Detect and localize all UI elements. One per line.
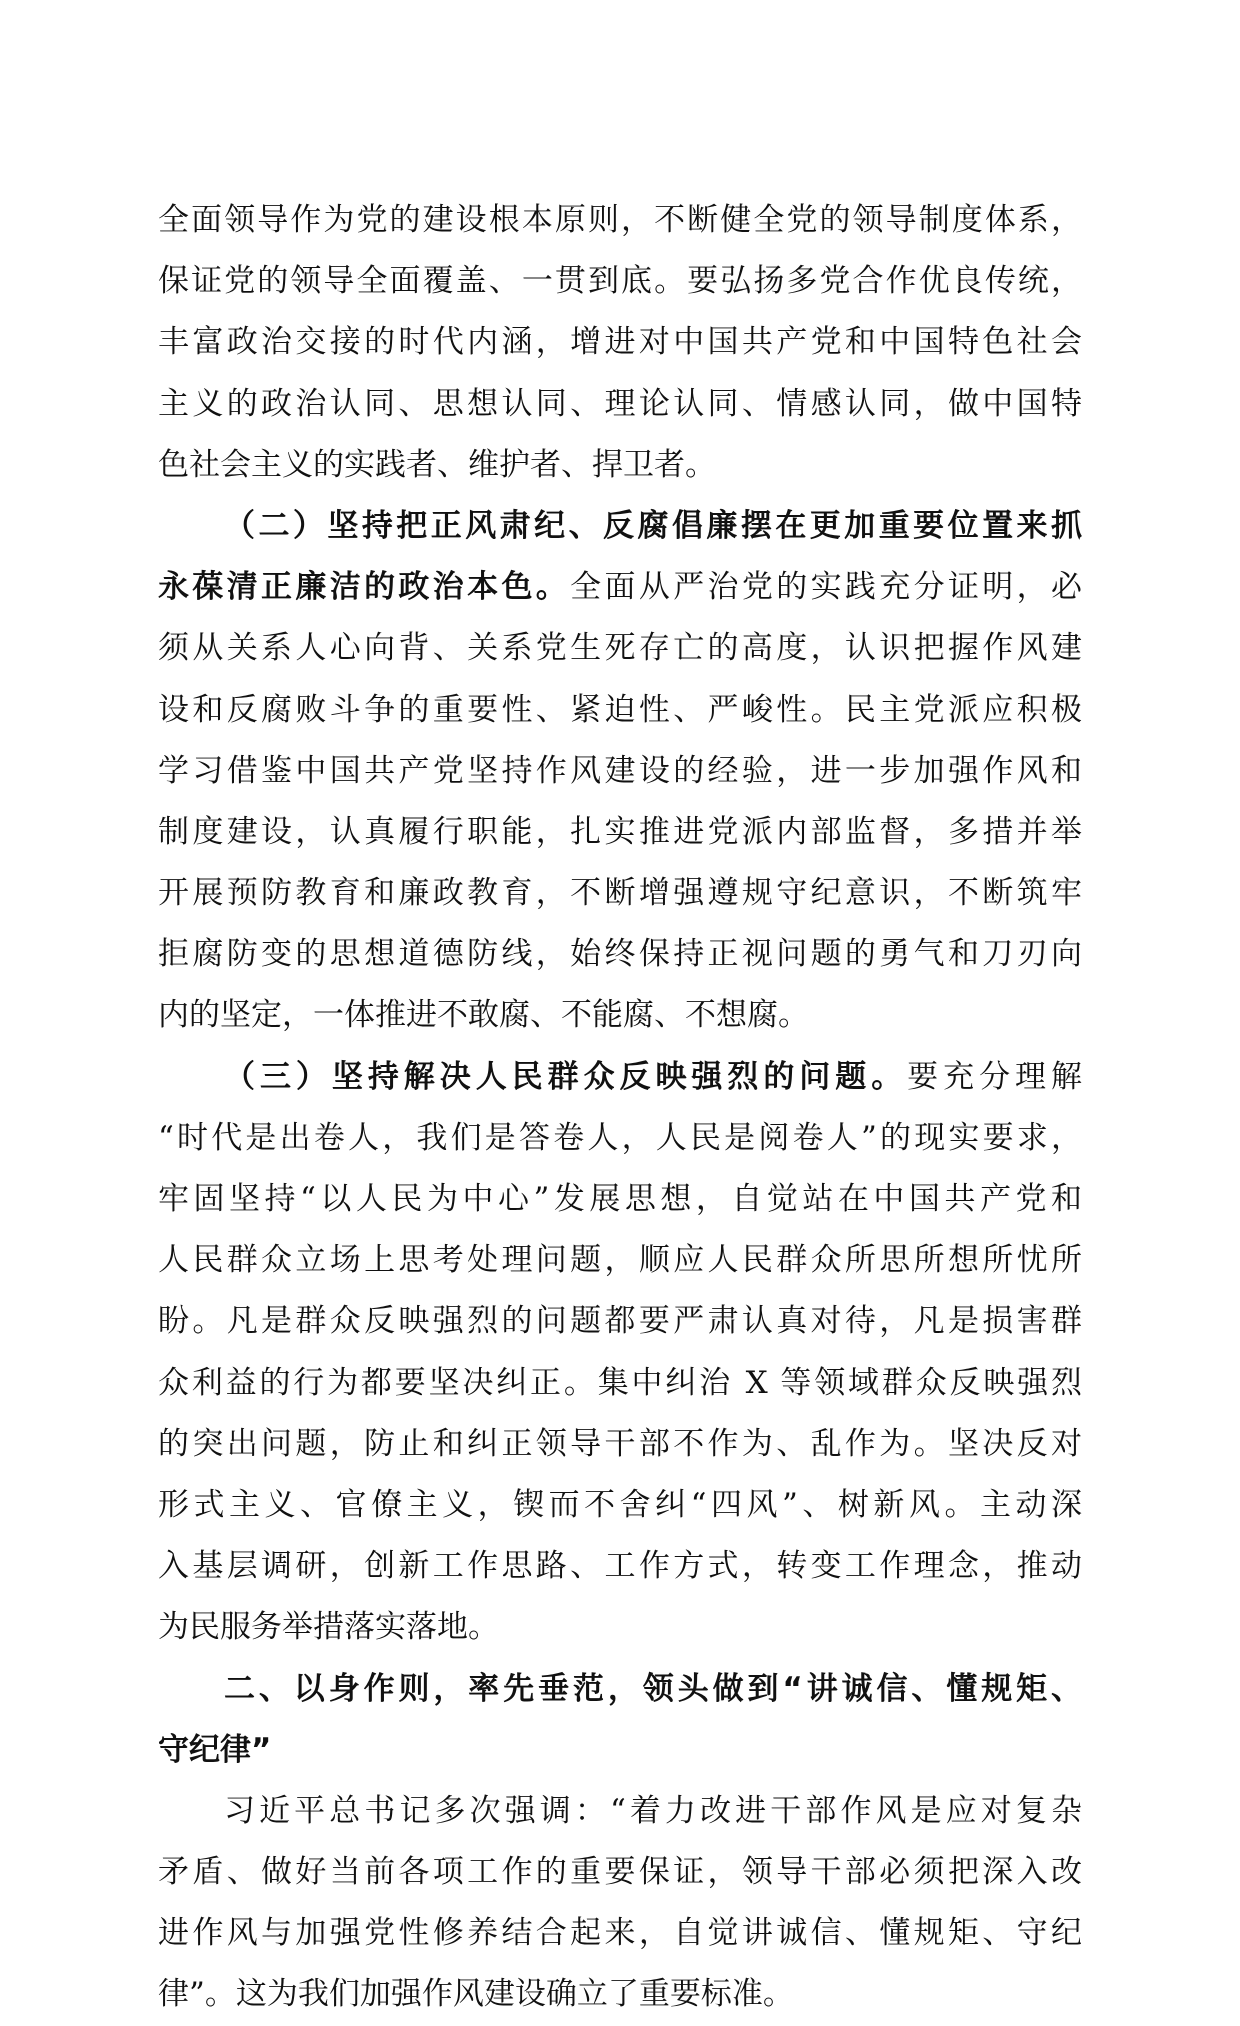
document-page: [158, 190, 1082, 2026]
text-line: [158, 1047, 1082, 1108]
text-line: 色社会主义的实践者、维护者、捍卫者。: [158, 446, 716, 483]
text-line: [158, 557, 1082, 618]
text-line: 设和反腐败斗争的重要性、紧迫性、严峻性。民主党派应积极: [158, 691, 1082, 728]
paragraph: [158, 1047, 1082, 1659]
text-line: 盼。凡是群众反映强烈的问题都要严肃认真对待，凡是损害群: [158, 1303, 1082, 1340]
text-line: “时代是出卷人，我们是答卷人，人民是阅卷人”的现实要求，: [158, 1119, 1082, 1156]
chapter-heading-line: 二、以身作则，率先垂范，领头做到“讲诚信、懂规矩、: [224, 1670, 1082, 1707]
text-line: 众利益的行为都要坚决纠正。集中纠治 X 等领域群众反映强烈: [158, 1364, 1082, 1401]
text-line: 进作风与加强党性修养结合起来，自觉讲诚信、懂规矩、守纪: [158, 1915, 1082, 1952]
text-line: 习近平总书记多次强调：“着力改进干部作风是应对复杂: [224, 1792, 1082, 1829]
text-line: 人民群众立场上思考处理问题，顺应人民群众所思所想所忧所: [158, 1242, 1082, 1279]
section-heading: （三）坚持解决人民群众反映强烈的问题。: [224, 1058, 908, 1095]
text-line: 保证党的领导全面覆盖、一贯到底。要弘扬多党合作优良传统，: [158, 263, 1082, 300]
text-line: 拒腐防变的思想道德防线，始终保持正视问题的勇气和刀刃向: [158, 936, 1082, 973]
section-heading-line: （二）坚持把正风肃纪、反腐倡廉摆在更加重要位置来抓: [224, 507, 1082, 544]
text-line: 内的坚定，一体推进不敢腐、不能腐、不想腐。: [158, 997, 809, 1034]
text-line: 入基层调研，创新工作思路、工作方式，转变工作理念，推动: [158, 1548, 1082, 1585]
chapter-heading-line: 守纪律”: [158, 1731, 272, 1768]
text-line: 形式主义、官僚主义，锲而不舍纠“四风”、树新风。主动深: [158, 1486, 1082, 1523]
text-line: 丰富政治交接的时代内涵，增进对中国共产党和中国特色社会: [158, 324, 1082, 361]
text-line: 须从关系人心向背、关系党生死存亡的高度，认识把握作风建: [158, 630, 1082, 667]
text-line: 开展预防教育和廉政教育，不断增强遵规守纪意识，不断筑牢: [158, 875, 1082, 912]
section-heading-cont: 永葆清正廉洁的政治本色。: [158, 569, 571, 606]
text-line: 制度建设，认真履行职能，扎实推进党派内部监督，多措并举: [158, 813, 1082, 850]
text-line: 主义的政治认同、思想认同、理论认同、情感认同，做中国特: [158, 385, 1082, 422]
text-line: 为民服务举措落实落地。: [158, 1609, 499, 1646]
chapter-heading: [158, 1659, 1082, 1781]
text-line: 的突出问题，防止和纠正领导干部不作为、乱作为。坚决反对: [158, 1425, 1082, 1462]
text-line: 学习借鉴中国共产党坚持作风建设的经验，进一步加强作风和: [158, 752, 1082, 789]
paragraph: [158, 190, 1082, 496]
text-line: 全面领导作为党的建设根本原则，不断健全党的领导制度体系，: [158, 202, 1082, 238]
text-line: 矛盾、做好当前各项工作的重要保证，领导干部必须把深入改: [158, 1854, 1082, 1891]
text-line: 牢固坚持“以人民为中心”发展思想，自觉站在中国共产党和: [158, 1181, 1082, 1217]
text-span: 全面从严治党的实践充分证明，必: [570, 569, 1083, 606]
text-line: 律”。这为我们加强作风建设确立了重要标准。: [158, 1976, 794, 2013]
paragraph: [158, 496, 1082, 1047]
text-span: 要充分理解: [907, 1058, 1082, 1095]
paragraph: [158, 1781, 1082, 2026]
